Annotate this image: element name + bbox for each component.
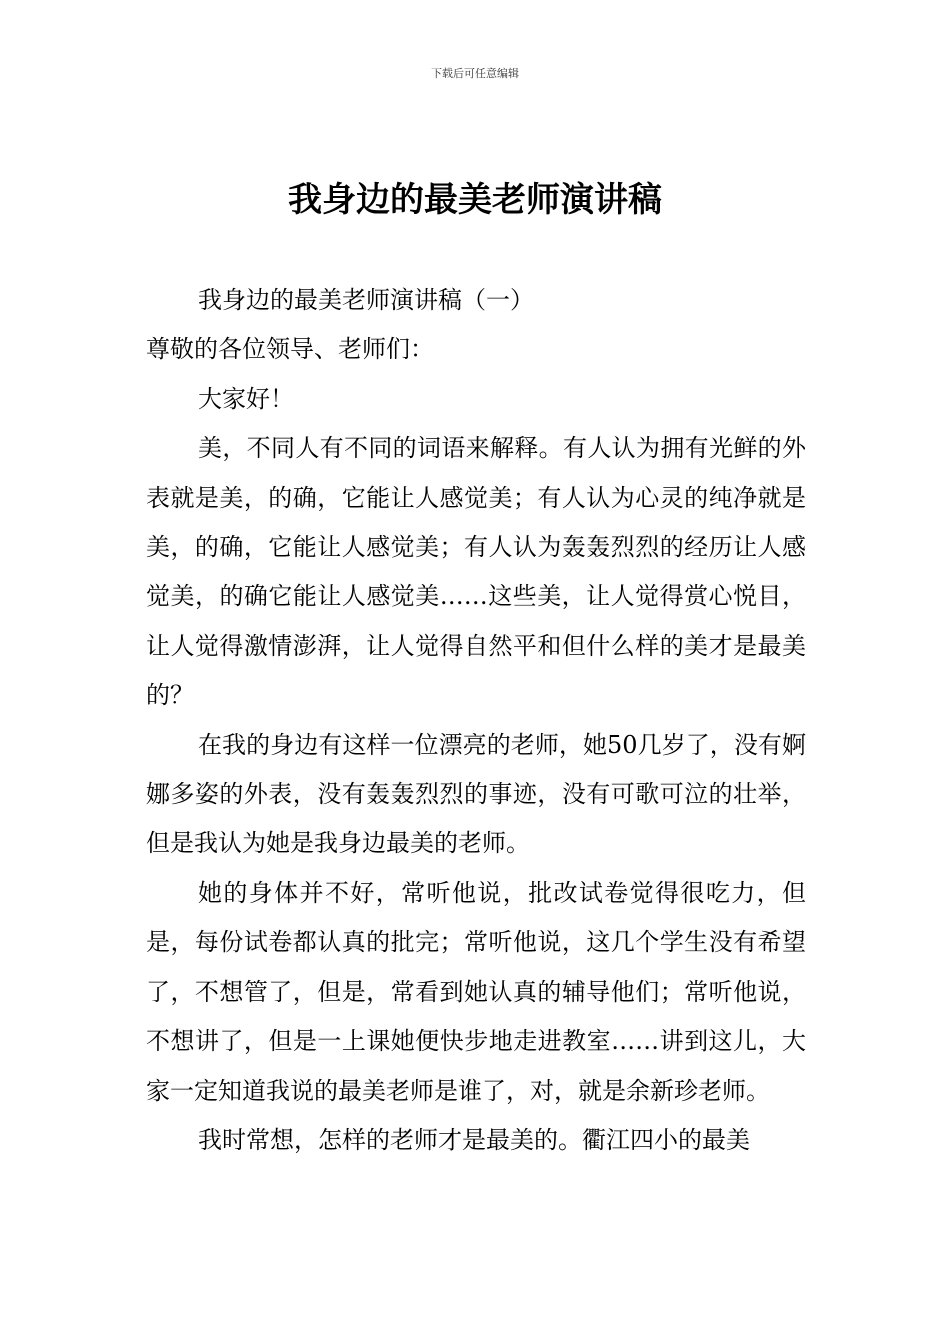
paragraph-salutation: 尊敬的各位领导、老师们： <box>146 335 434 364</box>
document-title: 我身边的最美老师演讲稿 <box>288 180 662 220</box>
paragraph-body: 在我的身边有这样一位漂亮的老师，她50几岁了，没有婀娜多姿的外表，没有轰轰烈烈的事迹，没有可歌可泣的壮举，但是我认为她是我身边最美的老师。 <box>146 730 806 858</box>
paragraph-greeting: 大家好！ <box>198 384 294 413</box>
paragraph-subtitle: 我身边的最美老师演讲稿（一） <box>198 286 534 314</box>
document-body <box>146 276 806 1165</box>
paragraph-body: 她的身体并不好，常听他说，批改试卷觉得很吃力，但是，每份试卷都认真的批完；常听他说，这几个学生没有希望了，不想管了，但是，常看到她认真的辅导他们；常听他说，不想讲了，但是一上课她便快步地走进教室……讲到这儿，大家一定知道我说的最美老师是谁了，对，就是余新珍老师。 <box>146 878 806 1105</box>
header-note: 下载后可任意编辑 <box>431 67 519 80</box>
paragraph-body: 美，不同人有不同的词语来解释。有人认为拥有光鲜的外表就是美，的确，它能让人感觉美；有人认为心灵的纯净就是美，的确，它能让人感觉美；有人认为轰轰烈烈的经历让人感觉美，的确它能让人感觉美……这些美，让人觉得赏心悦目，让人觉得激情澎湃，让人觉得自然平和但什么样的美才是最美的？ <box>146 434 806 710</box>
paragraph-body: 我时常想，怎样的老师才是最美的。衢江四小的最美 <box>198 1125 750 1154</box>
